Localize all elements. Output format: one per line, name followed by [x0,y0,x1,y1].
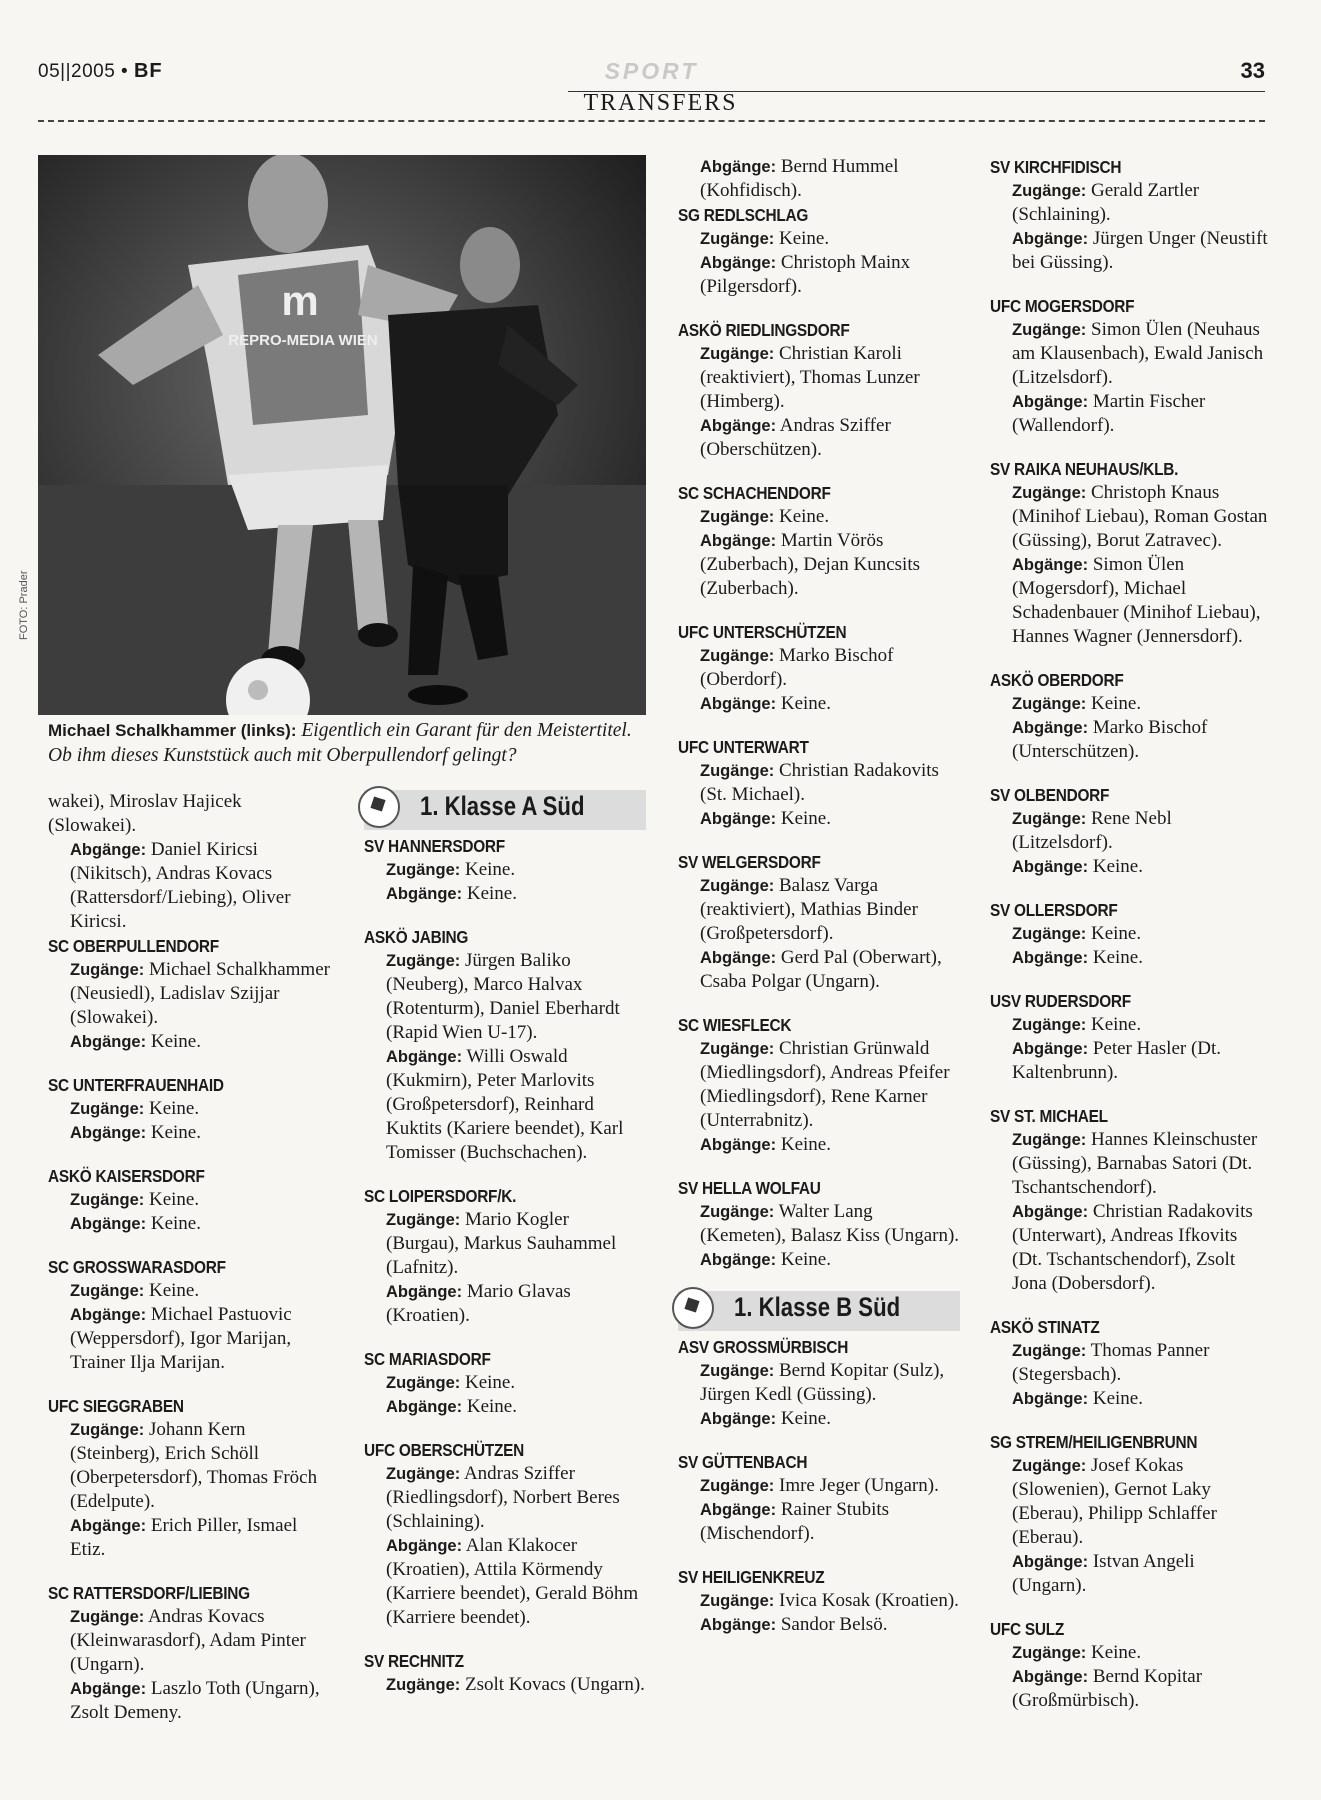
club-entry [990,989,1272,1085]
club-name: ASKÖ RIEDLINGSDORF [678,320,850,340]
club-name: ASKÖ JABING [364,927,469,947]
arrivals-line: Zugänge: Rene Nebl (Litzelsdorf). [1012,808,1172,853]
caption-name: Michael Schalkhammer (links): [48,721,297,740]
column-4 [990,155,1272,1732]
caption-text: Eigentlich ein Garant für den Meistertitel. Ob ihm dieses Kunststück auch mit Oberpullendorf gelingt? [48,720,632,766]
club-name: SC GROSSWARASDORF [48,1257,226,1277]
departures-line: Abgänge: Bernd Kopitar (Großmürbisch). [1012,1666,1203,1711]
photo-caption [48,718,648,768]
arrivals-line: Zugänge: Keine. [1012,1642,1142,1663]
departures-line: Abgänge: Willi Oswald (Kukmirn), Peter Marlovits (Großpetersdorf), Reinhard Kuktits (Kariere beendet), Karl Tomisser (Buchschachen). [386,1046,624,1163]
arrivals-line: Zugänge: Keine. [1012,923,1142,944]
club-entry [990,783,1272,879]
club-entry [678,481,960,601]
club-entry [364,1438,646,1630]
club-name: SV RAIKA NEUHAUS/KLB. [990,459,1179,479]
club-entry [364,834,646,906]
club-entry [990,1315,1272,1411]
departures-line: Abgänge: Laszlo Toth (Ungarn), Zsolt Demeny. [70,1678,320,1723]
departures-line: Abgänge: Sandor Belsö. [700,1614,888,1635]
club-entry [678,203,960,299]
arrivals-line: Zugänge: Keine. [386,1372,516,1393]
departures-line: Abgänge: Keine. [70,1213,201,1234]
departures-line: Abgänge: Keine. [700,1408,831,1429]
arrivals-line: Zugänge: Keine. [70,1098,200,1119]
departures-line: Abgänge: Istvan Angeli (Ungarn). [1012,1551,1195,1596]
football-photo-illustration [38,155,646,715]
club-entry [364,1184,646,1328]
departures-line: Abgänge: Christian Radakovits (Unterwart), Andreas Ifkovits (Dt. Tschantschendorf), Zsolt Jona (Dobersdorf). [1012,1201,1253,1294]
club-entry [678,1013,960,1157]
club-entry [364,1347,646,1419]
arrivals-line: Zugänge: Josef Kokas (Slowenien), Gernot Laky (Eberau), Philipp Schlaffer (Eberau). [1012,1455,1217,1548]
arrivals-line: Zugänge: Andras Sziffer (Riedlingsdorf), Norbert Beres (Schlaining). [386,1463,620,1532]
club-name: SC RATTERSDORF/LIEBING [48,1583,250,1603]
departures-line: Abgänge: Keine. [1012,856,1143,877]
club-name: SV ST. MICHAEL [990,1106,1108,1126]
club-entry [990,1617,1272,1713]
arrivals-line: Zugänge: Andras Kovacs (Kleinwarasdorf), Adam Pinter (Ungarn). [70,1606,306,1675]
arrivals-line: Zugänge: Balasz Varga (reaktiviert), Mathias Binder (Großpetersdorf). [700,875,918,944]
departures-line: Abgänge: Keine. [70,1031,201,1052]
arrivals-line: Zugänge: Zsolt Kovacs (Ungarn). [386,1674,645,1695]
club-entry [48,1255,330,1375]
club-entry [48,1394,330,1562]
club-entry [990,1104,1272,1296]
club-entry [990,898,1272,970]
club-name: SV HELLA WOLFAU [678,1178,821,1198]
club-entry [990,668,1272,764]
club-name: ASKÖ STINATZ [990,1317,1100,1337]
club-name: SV GÜTTENBACH [678,1452,808,1472]
departures-line: Abgänge: Erich Piller, Ismael Etiz. [70,1515,298,1560]
departures-line: Abgänge: Keine. [1012,1388,1143,1409]
arrivals-line: Zugänge: Ivica Kosak (Kroatien). [700,1590,959,1611]
section-title: SPORT [604,58,699,84]
arrivals-line: Zugänge: Keine. [70,1280,200,1301]
club-name: SV RECHNITZ [364,1651,464,1671]
club-entry [48,1164,330,1236]
club-entry [364,925,646,1165]
arrivals-line: Zugänge: Simon Ülen (Neuhaus am Klausenbach), Ewald Janisch (Litzelsdorf). [1012,319,1264,388]
club-entry [364,1649,646,1697]
jersey-sponsor-text: REPRO-MEDIA WIEN [228,332,378,349]
club-name: ASKÖ KAISERSDORF [48,1166,205,1186]
club-name: ASV GROSSMÜRBISCH [678,1337,849,1357]
club-name: SV HANNERSDORF [364,836,505,856]
arrivals-line: Zugänge: Christoph Knaus (Minihof Liebau), Roman Gostan (Güssing), Borut Zatravec). [1012,482,1268,551]
svg-text:m: m [281,277,319,324]
arrivals-line: Zugänge: Hannes Kleinschuster (Güssing), Barnabas Satori (Dt. Tschantschendorf). [1012,1129,1258,1198]
match-photo [38,155,646,715]
club-name: ASKÖ OBERDORF [990,670,1124,690]
club-entry [678,318,960,462]
club-name: SC MARIASDORF [364,1349,491,1369]
departures-line: Abgänge: Jürgen Unger (Neustift bei Güssing). [1012,228,1268,273]
arrivals-line: Zugänge: Jürgen Baliko (Neuberg), Marco Halvax (Rotenturm), Daniel Eberhardt (Rapid Wien U-17). [386,950,620,1043]
departures-line: Abgänge: Michael Pastuovic (Weppersdorf), Igor Marijan, Trainer Ilja Marijan. [70,1304,292,1373]
dashed-divider [38,120,1265,122]
departures-line: Abgänge: Keine. [700,1134,831,1155]
club-entry [48,1073,330,1145]
club-entry [678,735,960,831]
club-name: SG REDLSCHLAG [678,205,809,225]
league-heading-b: 1. Klasse B Süd [678,1291,960,1331]
arrivals-line: Zugänge: Keine. [1012,693,1142,714]
arrivals-line: Zugänge: Gerald Zartler (Schlaining). [1012,180,1200,225]
club-name: SV OLLERSDORF [990,900,1118,920]
club-name: SV WELGERSDORF [678,852,821,872]
departures-line: Abgänge: Keine. [386,883,517,904]
departures-line: Abgänge: Andras Sziffer (Oberschützen). [700,415,891,460]
departures-line: Abgänge: Alan Klakocer (Kroatien), Attila Körmendy (Karriere beendet), Gerald Böhm (Karriere beendet). [386,1535,639,1628]
departures-line: Abgänge: Martin Fischer (Wallendorf). [1012,391,1206,436]
club-name: UFC OBERSCHÜTZEN [364,1440,525,1460]
departures-line: Abgänge: Keine. [700,1249,831,1270]
club-name: UFC SULZ [990,1619,1065,1639]
club-name: SC UNTERFRAUENHAID [48,1075,224,1095]
arrivals-line: Zugänge: Michael Schalkhammer (Neusiedl), Ladislav Szijjar (Slowakei). [70,959,330,1028]
continued-departures: Abgänge: Daniel Kiricsi (Nikitsch), Andras Kovacs (Rattersdorf/Liebing), Oliver Kiricsi. [70,839,291,932]
arrivals-line: Zugänge: Johann Kern (Steinberg), Erich Schöll (Oberpetersdorf), Thomas Fröch (Edelpute). [70,1419,318,1512]
arrivals-line: Zugänge: Keine. [700,228,830,249]
departures-line: Abgänge: Keine. [70,1122,201,1143]
arrivals-line: Zugänge: Bernd Kopitar (Sulz), Jürgen Kedl (Güssing). [700,1360,945,1405]
club-entry [678,1565,960,1637]
club-name: UFC SIEGGRABEN [48,1396,184,1416]
continued-departures: Abgänge: Bernd Hummel (Kohfidisch). [700,156,899,201]
arrivals-line: Zugänge: Christian Radakovits (St. Michael). [700,760,939,805]
club-name: SV OLBENDORF [990,785,1110,805]
departures-line: Abgänge: Keine. [700,693,831,714]
arrivals-line: Zugänge: Mario Kogler (Burgau), Markus Sauhammel (Lafnitz). [386,1209,617,1278]
departures-line: Abgänge: Marko Bischof (Unterschützen). [1012,717,1208,762]
continued-text: wakei), Miroslav Hajicek (Slowakei). [48,791,242,836]
departures-line: Abgänge: Keine. [1012,947,1143,968]
club-name: UFC MOGERSDORF [990,296,1135,316]
club-entry [678,1335,960,1431]
football-icon [358,786,400,828]
club-entry [990,1430,1272,1598]
column-1 [48,790,330,1744]
club-name: USV RUDERSDORF [990,991,1131,1011]
arrivals-line: Zugänge: Christian Grünwald (Miedlingsdorf), Andreas Pfeifer (Miedlingsdorf), Rene Karner (Unterrabnitz). [700,1038,950,1131]
club-entry [678,620,960,716]
subsection-title: TRANSFERS [583,90,738,116]
club-name: SV KIRCHFIDISCH [990,157,1122,177]
arrivals-line: Zugänge: Keine. [70,1189,200,1210]
arrivals-line: Zugänge: Keine. [386,859,516,880]
club-entry [990,294,1272,438]
departures-line: Abgänge: Peter Hasler (Dt. Kaltenbrunn). [1012,1038,1222,1083]
club-name: SV HEILIGENKREUZ [678,1567,825,1587]
column-3 [678,155,960,1656]
column-2 [364,790,646,1716]
arrivals-line: Zugänge: Keine. [700,506,830,527]
club-name: SC OBERPULLENDORF [48,936,219,956]
club-name: SC WIESFLECK [678,1015,792,1035]
photo-credit: FOTO: Prader [18,570,30,640]
page-header [38,58,1265,88]
arrivals-line: Zugänge: Thomas Panner (Stegersbach). [1012,1340,1210,1385]
departures-line: Abgänge: Mario Glavas (Kroatien). [386,1281,571,1326]
club-name: SC LOIPERSDORF/K. [364,1186,517,1206]
club-name: SC SCHACHENDORF [678,483,831,503]
departures-line: Abgänge: Rainer Stubits (Mischendorf). [700,1499,890,1544]
arrivals-line: Zugänge: Walter Lang (Kemeten), Balasz Kiss (Ungarn). [700,1201,960,1246]
departures-line: Abgänge: Christoph Mainx (Pilgersdorf). [700,252,911,297]
club-entry [678,1176,960,1272]
club-entry [48,1581,330,1725]
football-icon [672,1287,714,1329]
club-name: UFC UNTERSCHÜTZEN [678,622,847,642]
club-entry [48,934,330,1054]
departures-line: Abgänge: Keine. [386,1396,517,1417]
club-entry [990,155,1272,275]
issue-label: 05||2005 • BF [38,60,163,82]
arrivals-line: Zugänge: Christian Karoli (reaktiviert), Thomas Lunzer (Himberg). [700,343,920,412]
arrivals-line: Zugänge: Marko Bischof (Oberdorf). [700,645,894,690]
page-number: 33 [1240,58,1265,83]
departures-line: Abgänge: Martin Vörös (Zuberbach), Dejan Kuncsits (Zuberbach). [700,530,921,599]
club-entry [678,1450,960,1546]
club-name: SG STREM/HEILIGENBRUNN [990,1432,1198,1452]
brand-label: BF [133,60,163,82]
club-entry [990,457,1272,649]
club-entry [678,850,960,994]
departures-line: Abgänge: Simon Ülen (Mogersdorf), Michael Schadenbauer (Minihof Liebau), Hannes Wagner (Jennersdorf). [1012,554,1261,647]
departures-line: Abgänge: Gerd Pal (Oberwart), Csaba Polgar (Ungarn). [700,947,942,992]
arrivals-line: Zugänge: Imre Jeger (Ungarn). [700,1475,939,1496]
departures-line: Abgänge: Keine. [700,808,831,829]
arrivals-line: Zugänge: Keine. [1012,1014,1142,1035]
club-name: UFC UNTERWART [678,737,809,757]
league-heading-a: 1. Klasse A Süd [364,790,646,830]
